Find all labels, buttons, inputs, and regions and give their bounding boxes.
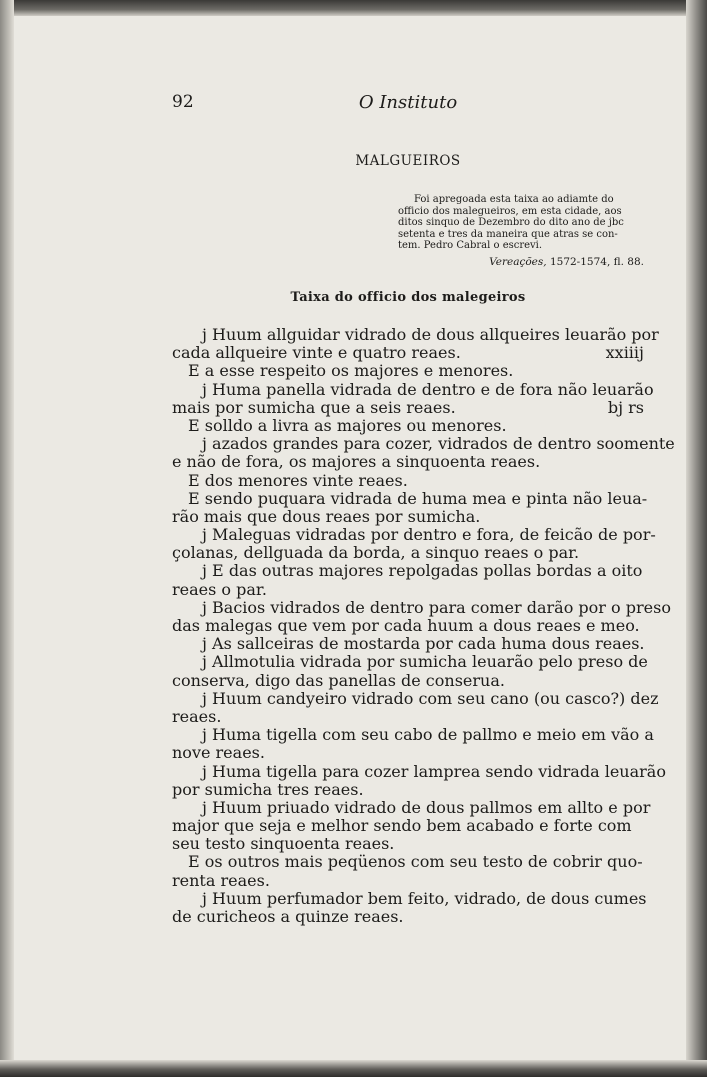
body-line: rão mais que dous reaes por sumicha.	[172, 506, 481, 526]
body-line: j E das outras majores repolgadas pollas bordas a oito	[202, 561, 643, 581]
body-line: E sendo puquara vidrada de huma mea e pinta não leua-	[188, 488, 648, 508]
body-line: E a esse respeito os majores e menores.	[188, 361, 514, 381]
body-line: j Huum candyeiro vidrado com seu cano (ou casco?) dez	[202, 688, 659, 708]
page-header	[172, 92, 644, 118]
body-line: j Huma panella vidrada de dentro e de fora não leuarão	[202, 379, 654, 399]
body-line: E os outros mais peqüenos com seu testo de cobrir quo-	[188, 852, 643, 872]
body-line: conserva, digo das panellas de conserua.	[172, 670, 505, 690]
body-line: j azados grandes para cozer, vidrados de dentro soomente	[202, 434, 675, 454]
note-line: setenta e tres da maneira que atras se con-	[398, 228, 618, 240]
body-line: e não de fora, os majores a sinquoenta reaes.	[172, 452, 541, 472]
body-line: j Huum allguidar vidrado de dous allqueires leuarão por	[202, 325, 659, 344]
document-body	[172, 325, 675, 926]
body-line: j As sallceiras de mostarda por cada huma dous reaes.	[202, 634, 645, 654]
body-line: çolanas, dellguada da borda, a sinquo reaes o par.	[172, 543, 580, 563]
body-line: j Huum priuado vidrado de dous pallmos em allto e por	[202, 797, 651, 817]
body-line: por sumicha tres reaes.	[172, 779, 364, 799]
body-line: das malegas que vem por cada huum a dous reaes e meo.	[172, 616, 640, 635]
archival-note	[398, 194, 644, 252]
body-line-text: mais por sumicha que a seis reaes.	[172, 397, 456, 417]
body-line: j Maleguas vidradas por dentro e fora, de feicão de por-	[202, 525, 656, 545]
citation-reference: 1572-1574, fl. 88.	[549, 256, 644, 268]
body-line: renta reaes.	[172, 870, 270, 890]
section-title: MALGUEIROS	[355, 153, 461, 169]
source-citation	[398, 256, 644, 268]
body-line: E solldo a livra as majores ou menores.	[188, 415, 507, 435]
book-top-edge	[0, 0, 707, 16]
note-line: tem. Pedro Cabral o escrevi.	[398, 240, 543, 251]
body-line	[172, 399, 644, 417]
body-line: j Huum perfumador bem feito, vidrado, de dous cumes	[202, 888, 647, 908]
body-line: major que seja e melhor sendo bem acabado e forte com	[172, 816, 632, 836]
price-amount: xxiiij	[605, 343, 644, 363]
body-line: reaes.	[172, 706, 222, 726]
book-spine-edge	[0, 0, 14, 1077]
body-line: nove reaes.	[172, 743, 265, 763]
body-line: j Huma tigella com seu cabo de pallmo e meio em vão a	[202, 725, 654, 745]
body-line: de curicheos a quinze reaes.	[172, 907, 404, 926]
body-line: j Allmotulia vidrada por sumicha leuarão pelo preso de	[202, 652, 648, 672]
body-line-text: cada allqueire vinte e quatro reaes.	[172, 343, 461, 363]
note-line: officio dos malegueiros, em esta cidade, aos	[398, 205, 622, 217]
body-line: j Bacios vidrados de dentro para comer darão por o preso	[202, 597, 671, 617]
body-line: E dos menores vinte reaes.	[188, 470, 408, 490]
price-amount: bj rs	[607, 397, 644, 417]
book-bottom-edge	[0, 1060, 707, 1077]
body-line: j Huma tigella para cozer lamprea sendo vidrada leuarão	[202, 761, 666, 781]
book-fore-edge	[686, 0, 707, 1077]
body-line	[172, 344, 644, 362]
running-title: O Instituto	[358, 92, 458, 113]
note-line: Foi apregoada esta taixa ao adiamte do	[414, 194, 614, 205]
body-line: seu testo sinquoenta reaes.	[172, 834, 395, 854]
citation-source: Vereações,	[489, 256, 547, 268]
document-subtitle: Taixa do officio dos malegeiros	[290, 290, 526, 305]
note-line: ditos sinquo de Dezembro do dito ano de jbc	[398, 217, 624, 228]
body-line: reaes o par.	[172, 579, 267, 599]
page-number: 92	[172, 92, 194, 112]
